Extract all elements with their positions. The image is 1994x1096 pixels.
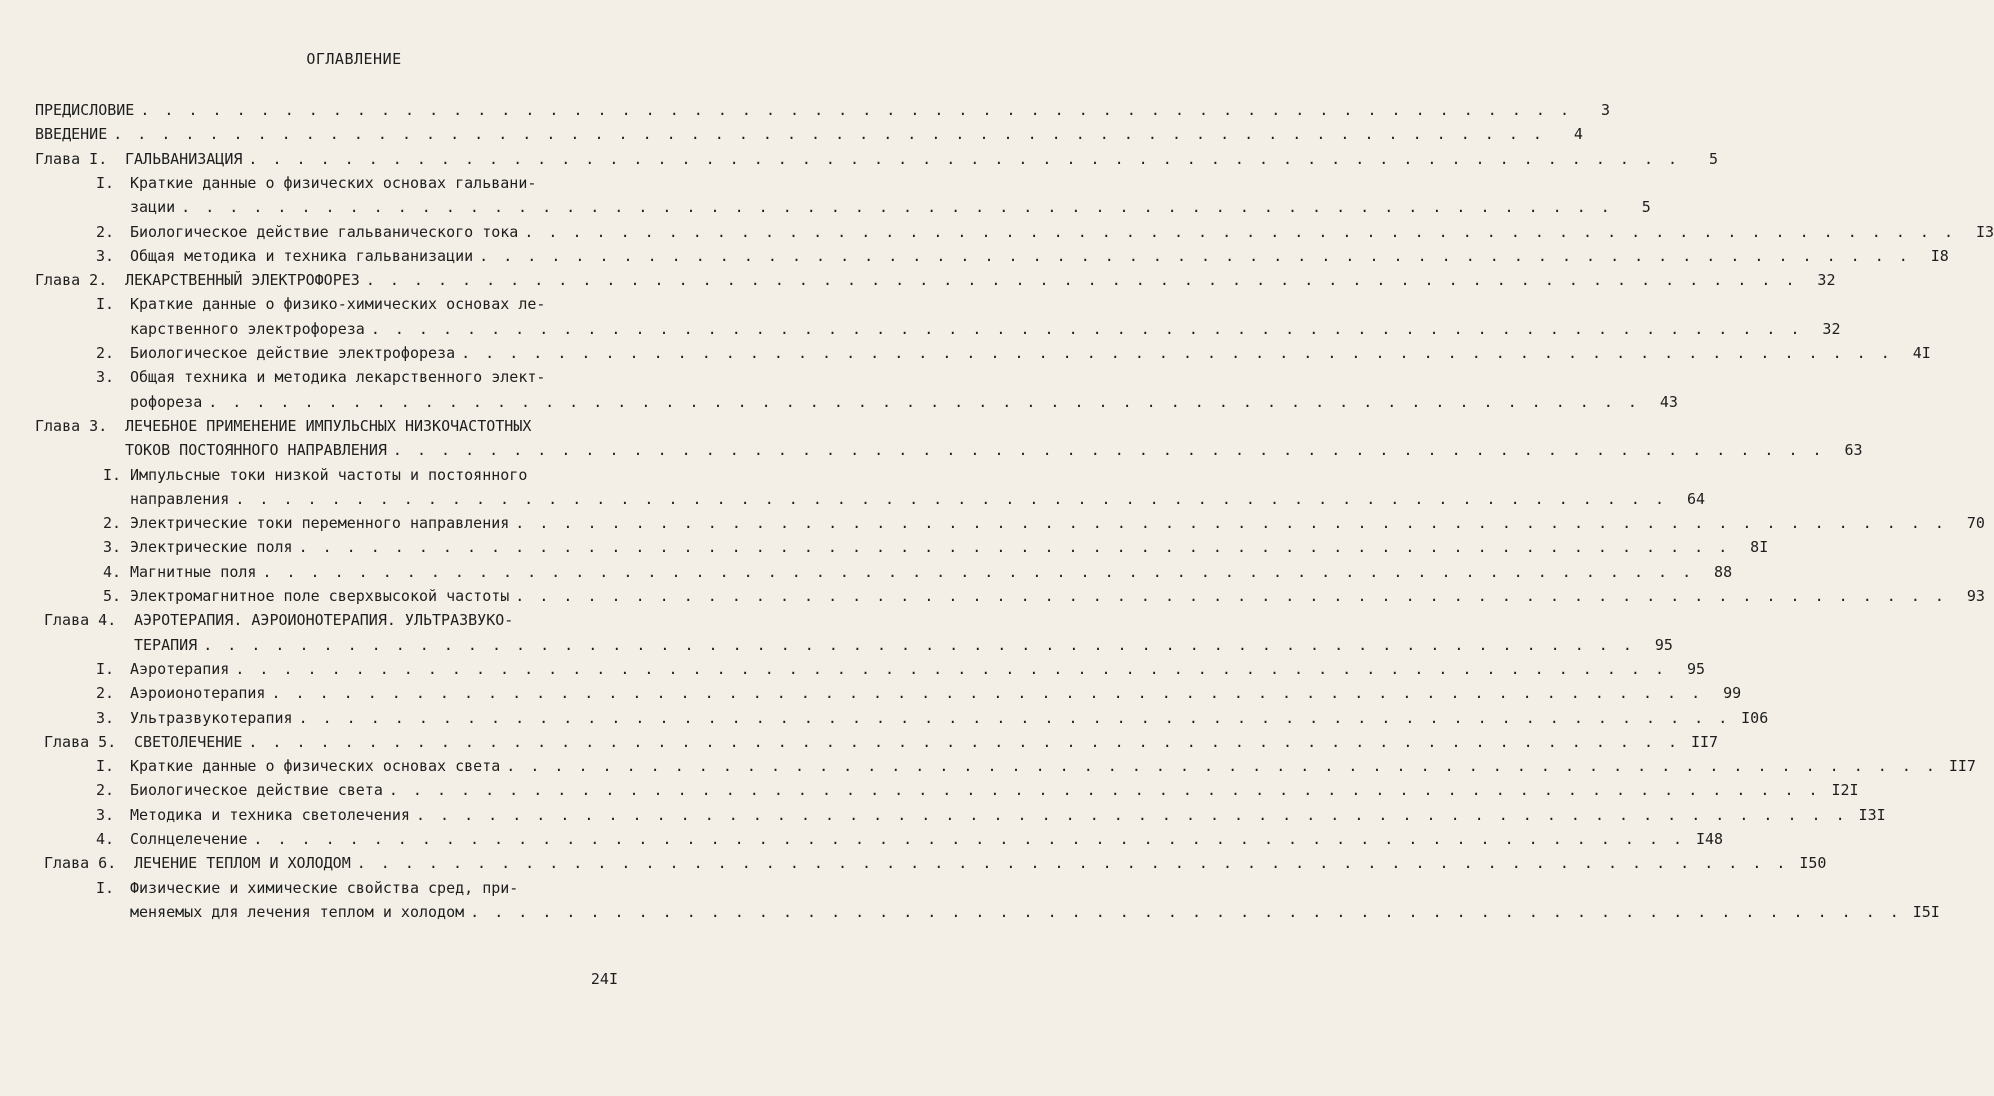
toc-entry-title: рофореза	[130, 392, 203, 411]
toc-entry-number: I.	[96, 295, 115, 314]
toc-entry-title: ПРЕДИСЛОВИЕ	[35, 101, 135, 119]
toc-entry-title: Аэроионотерапия	[130, 684, 266, 703]
dot-leader: . . . . . . . . . . . . . . . . . . . . . . . . . . . . . . . . . . . . . . . . . . . . . . . . . . . . . . . . . . . .	[203, 635, 1635, 654]
toc-entry-number: Глава I.	[35, 149, 108, 168]
toc-entry-row	[125, 438, 1863, 462]
toc-entry-line	[0, 438, 1863, 462]
toc-entry-row	[130, 900, 1940, 924]
toc-entry-title: ТОКОВ ПОСТОЯННОГО НАПРАВЛЕНИЯ	[125, 441, 387, 460]
toc-entry-number: 3.	[96, 805, 115, 824]
toc-entry-title: Солнцелечение	[130, 830, 248, 848]
dot-leader: . . . . . . . . . . . . . . . . . . . . . . . . . . . . . . . . . . . . . . . . . . . . . . . . . . . . . . . . . . . .	[248, 149, 1681, 168]
toc-entry-title: зации	[130, 198, 176, 217]
toc-entry-row	[130, 244, 1949, 268]
toc-entry-row	[134, 730, 1719, 754]
toc-entry-row	[130, 560, 1733, 584]
dot-leader: . . . . . . . . . . . . . . . . . . . . . . . . . . . . . . . . . . . . . . . . . . . . . . . . . . . . . . . . . . . .	[515, 587, 1947, 605]
toc-entry-line	[0, 341, 1931, 365]
toc-entry-row	[130, 681, 1742, 705]
toc-page-number: I06	[1741, 708, 1769, 727]
toc-entry-line	[0, 268, 1836, 292]
toc-entry-row	[130, 803, 1886, 827]
dot-leader: . . . . . . . . . . . . . . . . . . . . . . . . . . . . . . . . . . . . . . . . . . . . . . . . . . . . . . . . . . . .	[248, 732, 1681, 751]
toc-page-number: 70	[1966, 514, 1985, 533]
toc-entry-number: 2.	[103, 514, 122, 533]
toc-entry-number: 2.	[96, 344, 115, 362]
toc-entry-row	[130, 195, 1651, 219]
toc-entry-row	[130, 220, 1994, 244]
toc-entry-title: ГАЛЬВАНИЗАЦИЯ	[125, 149, 243, 168]
dot-leader: . . . . . . . . . . . . . . . . . . . . . . . . . . . . . . . . . . . . . . . . . . . . . . . . . . . . . . . . . . . .	[370, 319, 1803, 338]
toc-entry-number: I.	[96, 878, 115, 897]
toc-entry-row	[130, 535, 1769, 559]
dot-leader: . . . . . . . . . . . . . . . . . . . . . . . . . . . . . . . . . . . . . . . . . . . . . . . . . . . . . . . . . . . .	[298, 538, 1731, 557]
toc-page-number: 5	[1709, 149, 1719, 168]
toc-entry-number: Глава 2.	[35, 271, 108, 290]
toc-page-number: 95	[1654, 635, 1673, 654]
dot-leader: . . . . . . . . . . . . . . . . . . . . . . . . . . . . . . . . . . . . . . . . . . . . . . . . . . . . . . . . . . . .	[461, 344, 1893, 362]
toc-entry-line	[0, 584, 1985, 608]
toc-entry-line	[0, 730, 1719, 754]
toc-page-number: II7	[1690, 732, 1719, 751]
toc-entry-title: Краткие данные о физико-химических основах ле-	[130, 295, 546, 314]
toc-entry-line	[0, 463, 708, 487]
toc-entry-number: 3.	[96, 246, 115, 265]
toc-page-number: I3	[1975, 222, 1994, 241]
dot-leader: . . . . . . . . . . . . . . . . . . . . . . . . . . . . . . . . . . . . . . . . . . . . . . . . . . . . . . . . . . . .	[298, 708, 1731, 727]
toc-entry-row	[130, 827, 1724, 851]
toc-entry-line	[0, 147, 1719, 171]
toc-entry-number: Глава 4.	[44, 611, 117, 630]
toc-entry-title: ВВЕДЕНИЕ	[35, 125, 108, 144]
toc-entry-title: АЭРОТЕРАПИЯ. АЭРОИОНОТЕРАПИЯ. УЛЬТРАЗВУКО-	[134, 611, 514, 630]
toc-entry-row	[134, 633, 1673, 657]
toc-entry-title: Биологическое действие электрофореза	[130, 344, 456, 362]
toc-entry-number: 2.	[96, 781, 115, 800]
toc-entry-line	[0, 220, 1994, 244]
toc-entry-line	[0, 244, 1949, 268]
toc-page-number: I3I	[1858, 805, 1886, 824]
toc-entry-title: ЛЕКАРСТВЕННЫЙ ЭЛЕКТРОФОРЕЗ	[125, 271, 360, 290]
toc-entry-title: ЛЕЧЕНИЕ ТЕПЛОМ И ХОЛОДОМ	[134, 854, 351, 873]
toc-entry-number: I.	[96, 659, 115, 678]
dot-leader: . . . . . . . . . . . . . . . . . . . . . . . . . . . . . . . . . . . . . . . . . . . . . . . . . . . . . . . . . . . .	[208, 392, 1640, 411]
toc-page-number: I50	[1799, 854, 1827, 873]
toc-page-number: 5	[1641, 198, 1651, 217]
toc-entry-title: Общая техника и методика лекарственного элект-	[130, 368, 546, 387]
toc-entry-line	[0, 608, 708, 632]
toc-entry-line	[0, 365, 708, 389]
toc-entry-row	[130, 754, 1976, 778]
toc-entry-row	[125, 147, 1719, 171]
page-number: 24I	[590, 970, 618, 988]
toc-entry-line	[0, 487, 1706, 511]
toc-entry-title: меняемых для лечения теплом и холодом	[130, 902, 465, 921]
toc-entry-title: Электрические токи переменного направления	[130, 514, 510, 533]
toc-page-number: I5I	[1912, 902, 1940, 921]
dot-leader: . . . . . . . . . . . . . . . . . . . . . . . . . . . . . . . . . . . . . . . . . . . . . . . . . . . . . . . . . . . .	[113, 125, 1545, 144]
toc-entry-row	[130, 487, 1706, 511]
toc-page-number: 99	[1723, 684, 1742, 703]
toc-page-number: 32	[1817, 271, 1836, 290]
toc-entry-number: 5.	[103, 587, 122, 605]
toc-entry-number: Глава 5.	[44, 732, 117, 751]
toc-page-number: II7	[1948, 757, 1976, 776]
toc-entry-line	[0, 292, 708, 316]
toc-entry-line	[0, 317, 1841, 341]
toc-entry-number: 2.	[96, 684, 115, 703]
toc-entry-line	[0, 876, 708, 900]
toc-entry-line	[0, 827, 1724, 851]
dot-leader: . . . . . . . . . . . . . . . . . . . . . . . . . . . . . . . . . . . . . . . . . . . . . . . . . . . . . . . . . . . .	[515, 514, 1947, 533]
toc-entry-line	[0, 390, 1678, 414]
toc-entry-row	[125, 268, 1836, 292]
toc-entry-title: ТЕРАПИЯ	[134, 635, 198, 654]
toc-page-number: I2I	[1831, 781, 1859, 800]
dot-leader: . . . . . . . . . . . . . . . . . . . . . . . . . . . . . . . . . . . . . . . . . . . . . . . . . . . . . . . . . . . .	[356, 854, 1789, 873]
toc-page-number: I8	[1930, 246, 1949, 265]
toc-entry-number: Глава 3.	[35, 416, 108, 435]
dot-leader: . . . . . . . . . . . . . . . . . . . . . . . . . . . . . . . . . . . . . . . . . . . . . . . . . . . . . . . . . . . .	[365, 271, 1798, 290]
toc-page-number: 43	[1659, 392, 1678, 411]
dot-leader: . . . . . . . . . . . . . . . . . . . . . . . . . . . . . . . . . . . . . . . . . . . . . . . . . . . . . . . . . . . .	[140, 101, 1573, 119]
toc-entry-line	[0, 98, 1611, 122]
toc-entry-number: 3.	[103, 538, 122, 557]
toc-page-number: 63	[1844, 441, 1863, 460]
toc-entry-title: Электромагнитное поле сверхвысокой частоты	[130, 587, 510, 605]
toc-page-number: 64	[1686, 489, 1706, 508]
toc-entry-row	[130, 584, 1985, 608]
dot-leader: . . . . . . . . . . . . . . . . . . . . . . . . . . . . . . . . . . . . . . . . . . . . . . . . . . . . . . . . . . . .	[181, 198, 1613, 217]
toc-entry-line	[0, 706, 1769, 730]
toc-entry-row	[134, 851, 1827, 875]
toc-entry-title: Импульсные токи низкой частоты и постоянного	[130, 465, 528, 484]
dot-leader: . . . . . . . . . . . . . . . . . . . . . . . . . . . . . . . . . . . . . . . . . . . . . . . . . . . . . . . . . . . .	[271, 684, 1704, 703]
toc-entry-number: Глава 6.	[44, 854, 117, 873]
toc-title: ОГЛАВЛЕНИЕ	[306, 50, 402, 68]
toc-entry-number: 2.	[96, 222, 115, 241]
dot-leader: . . . . . . . . . . . . . . . . . . . . . . . . . . . . . . . . . . . . . . . . . . . . . . . . . . . . . . . . . . . .	[388, 781, 1821, 800]
toc-entry-number: I.	[103, 465, 122, 484]
toc-entry-title: Ультразвукотерапия	[130, 708, 293, 727]
toc-entry-number: I.	[96, 173, 115, 192]
toc-entry-title: карственного электрофореза	[130, 319, 365, 338]
toc-entry-row	[130, 778, 1859, 802]
toc-entry-line	[0, 633, 1673, 657]
toc-entry-number: 3.	[96, 368, 115, 387]
toc-entry-row	[130, 317, 1841, 341]
toc-entry-title: Аэротерапия	[130, 659, 230, 678]
toc-entry-title: Электрические поля	[130, 538, 293, 557]
toc-entry-row	[130, 511, 1985, 535]
dot-leader: . . . . . . . . . . . . . . . . . . . . . . . . . . . . . . . . . . . . . . . . . . . . . . . . . . . . . . . . . . . .	[392, 441, 1825, 460]
toc-entry-number: 4.	[96, 830, 115, 848]
toc-entry-title: Биологическое действие света	[130, 781, 383, 800]
toc-entry-number: I.	[96, 757, 115, 776]
toc-page-number: 8I	[1750, 538, 1769, 557]
toc-page-number: 32	[1822, 319, 1841, 338]
toc-entry-line	[0, 195, 1651, 219]
toc-entry-row	[130, 390, 1678, 414]
toc-entry-title: СВЕТОЛЕЧЕНИЕ	[134, 732, 243, 751]
toc-entry-line	[0, 511, 1985, 535]
dot-leader: . . . . . . . . . . . . . . . . . . . . . . . . . . . . . . . . . . . . . . . . . . . . . . . . . . . . . . . . . . . .	[524, 222, 1956, 241]
dot-leader: . . . . . . . . . . . . . . . . . . . . . . . . . . . . . . . . . . . . . . . . . . . . . . . . . . . . . . . . . . . .	[262, 562, 1695, 581]
toc-entry-title: направления	[130, 489, 230, 508]
toc-entry-row	[35, 122, 1583, 146]
toc-entry-title: Магнитные поля	[130, 562, 257, 581]
toc-page-number: 4I	[1912, 344, 1931, 362]
toc-entry-number: 3.	[96, 708, 115, 727]
toc-page-number: 3	[1600, 101, 1611, 119]
toc-entry-number: 4.	[103, 562, 122, 581]
toc-entry-row	[130, 341, 1931, 365]
toc-entry-row	[35, 98, 1611, 122]
toc-page-number: 4	[1573, 125, 1583, 144]
toc-entry-line	[0, 778, 1859, 802]
dot-leader: . . . . . . . . . . . . . . . . . . . . . . . . . . . . . . . . . . . . . . . . . . . . . . . . . . . . . . . . . . . .	[506, 757, 1938, 776]
toc-entry-line	[0, 560, 1733, 584]
toc-entry-line	[0, 803, 1886, 827]
toc-entry-title: Физические и химические свойства сред, при-	[130, 878, 519, 897]
toc-entry-row	[130, 706, 1769, 730]
toc-entry-line	[0, 754, 1976, 778]
toc-entry-title: ЛЕЧЕБНОЕ ПРИМЕНЕНИЕ ИМПУЛЬСНЫХ НИЗКОЧАСТОТНЫХ	[125, 416, 532, 435]
toc-entry-line	[0, 535, 1769, 559]
dot-leader: . . . . . . . . . . . . . . . . . . . . . . . . . . . . . . . . . . . . . . . . . . . . . . . . . . . . . . . . . . . .	[415, 805, 1848, 824]
dot-leader: . . . . . . . . . . . . . . . . . . . . . . . . . . . . . . . . . . . . . . . . . . . . . . . . . . . . . . . . . . . .	[235, 489, 1668, 508]
toc-entry-line	[0, 851, 1827, 875]
toc-entry-title: Общая методика и техника гальванизации	[130, 246, 474, 265]
toc-entry-line	[0, 681, 1742, 705]
toc-page-number: 88	[1714, 562, 1733, 581]
toc-entry-title: Методика и техника светолечения	[130, 805, 410, 824]
dot-leader: . . . . . . . . . . . . . . . . . . . . . . . . . . . . . . . . . . . . . . . . . . . . . . . . . . . . . . . . . . . .	[470, 902, 1902, 921]
toc-entry-line	[0, 657, 1706, 681]
toc-entry-line	[0, 122, 1583, 146]
dot-leader: . . . . . . . . . . . . . . . . . . . . . . . . . . . . . . . . . . . . . . . . . . . . . . . . . . . . . . . . . . . .	[235, 659, 1668, 678]
dot-leader: . . . . . . . . . . . . . . . . . . . . . . . . . . . . . . . . . . . . . . . . . . . . . . . . . . . . . . . . . . . .	[479, 246, 1911, 265]
dot-leader: . . . . . . . . . . . . . . . . . . . . . . . . . . . . . . . . . . . . . . . . . . . . . . . . . . . . . . . . . . . .	[253, 830, 1686, 848]
toc-entry-title: Краткие данные о физических основах света	[130, 757, 501, 776]
toc-page-number: 95	[1686, 659, 1706, 678]
toc-entry-title: Биологическое действие гальванического тока	[130, 222, 519, 241]
toc-page-number: I48	[1695, 830, 1724, 848]
toc-entry-title: Краткие данные о физических основах гальвани-	[130, 173, 537, 192]
toc-entry-line	[0, 900, 1940, 924]
toc-page-number: 93	[1966, 587, 1985, 605]
toc-entry-line	[0, 171, 708, 195]
toc-entry-row	[130, 657, 1706, 681]
toc-entry-line	[0, 414, 708, 438]
